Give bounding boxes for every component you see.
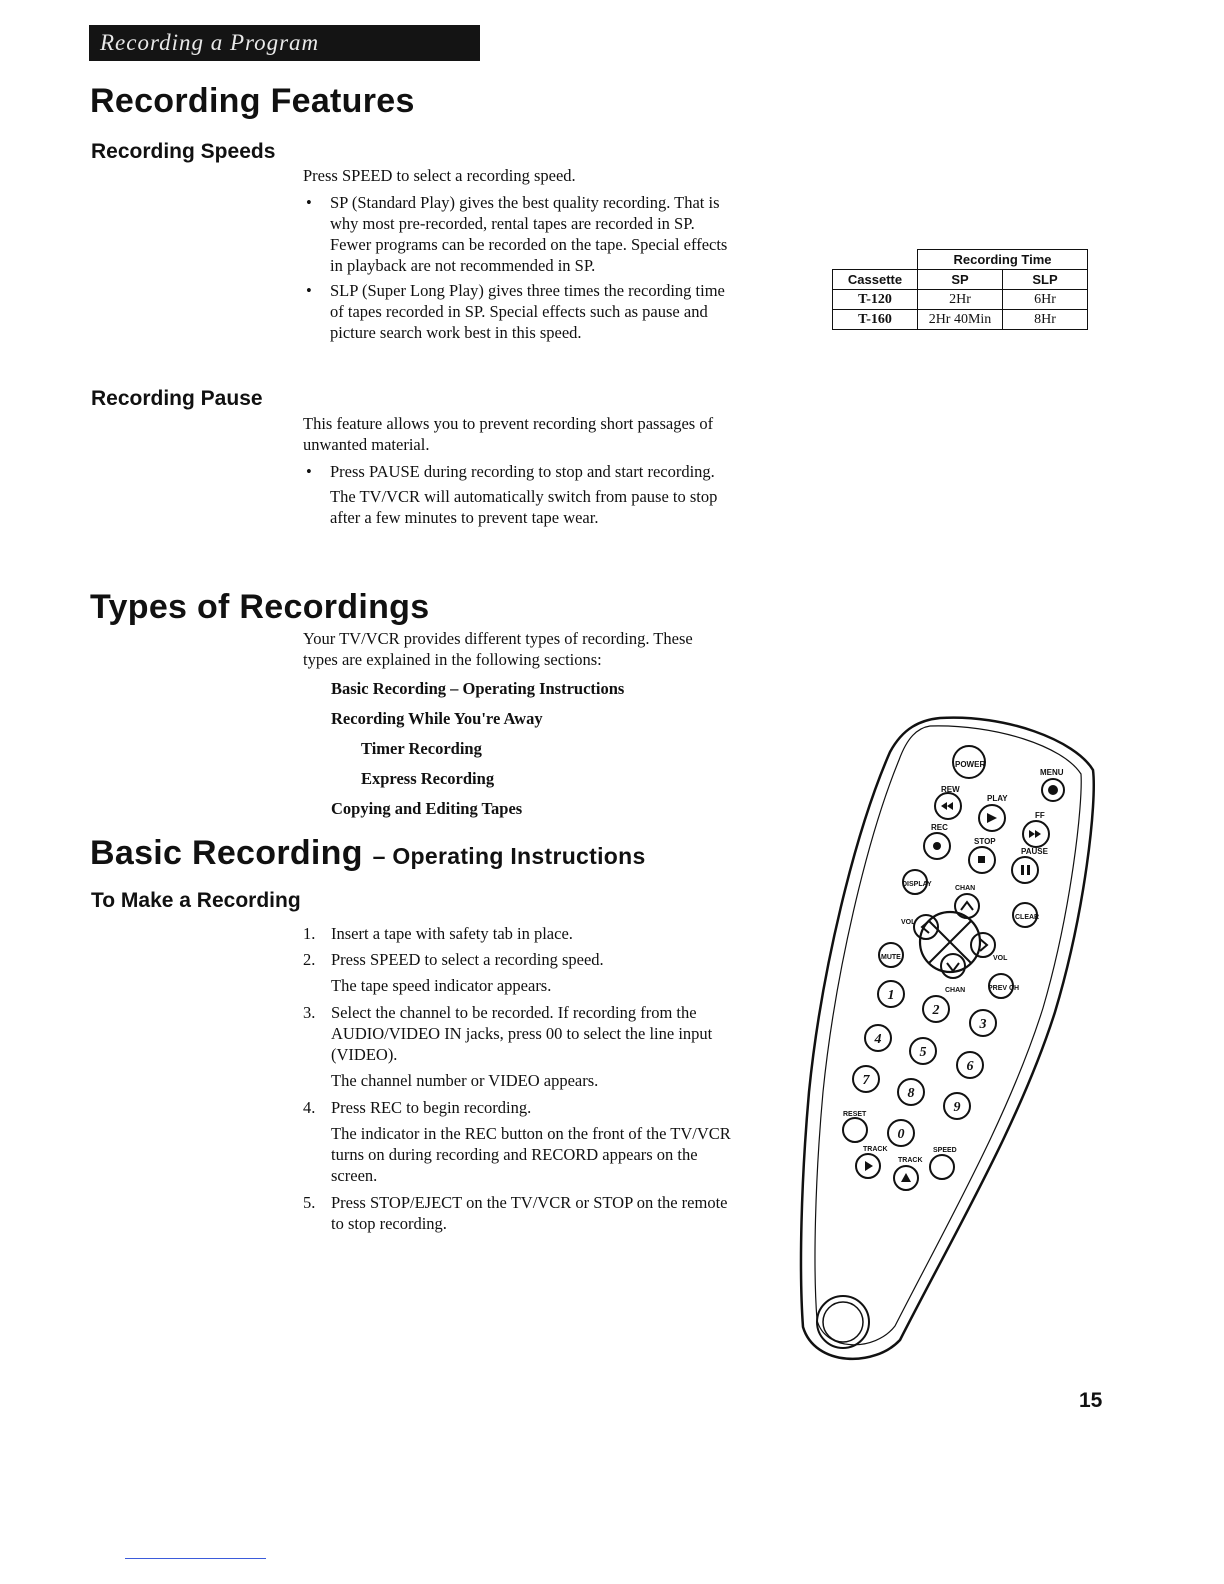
label-chan-down: CHAN xyxy=(945,987,966,994)
recording-speeds-heading: Recording Speeds xyxy=(91,140,276,163)
digit-label: 8 xyxy=(907,1086,915,1101)
label-mute: MUTE xyxy=(881,954,901,961)
step-number: 2. xyxy=(303,950,316,969)
make-recording-steps xyxy=(303,923,731,1239)
step-text: Select the channel to be recorded. If recording from the AUDIO/VIDEO IN jacks, press 00 to select the line input (VIDEO). xyxy=(331,1003,713,1064)
step-text: Press STOP/EJECT on the TV/VCR or STOP on the remote to stop recording. xyxy=(331,1193,728,1233)
recording-speeds-intro: Press SPEED to select a recording speed. xyxy=(303,166,576,185)
toc-timer-recording: Timer Recording xyxy=(361,739,482,758)
table-header-slp: SLP xyxy=(1003,270,1088,290)
label-menu: MENU xyxy=(1040,768,1064,777)
recording-pause-body xyxy=(303,413,730,532)
toc-basic-recording: Basic Recording – Operating Instructions xyxy=(331,679,625,698)
table-header-sp: SP xyxy=(918,270,1003,290)
step-item xyxy=(303,923,731,944)
remote-body xyxy=(801,718,1094,1359)
table-empty-corner xyxy=(833,250,918,270)
step-number: 4. xyxy=(303,1098,316,1117)
label-rew: REW xyxy=(941,785,960,794)
digit-label: 7 xyxy=(862,1073,870,1088)
types-of-recordings-title: Types of Recordings xyxy=(90,588,430,626)
menu-dot-icon xyxy=(1049,786,1057,794)
recording-features-title: Recording Features xyxy=(90,82,415,120)
toc-express-recording: Express Recording xyxy=(361,769,495,788)
label-vol-left: VOL xyxy=(901,919,916,926)
table-cell: T-160 xyxy=(833,310,918,330)
label-reset: RESET xyxy=(843,1111,867,1118)
digit-label: 4 xyxy=(874,1032,882,1047)
recording-pause-intro: This feature allows you to prevent recording short passages of unwanted material. xyxy=(303,414,714,454)
table-group-header: Recording Time xyxy=(918,250,1088,270)
label-vol-right: VOL xyxy=(993,955,1008,962)
step-item xyxy=(303,1097,731,1118)
digit-label: 0 xyxy=(897,1127,905,1142)
table-group-header-row xyxy=(833,250,1088,270)
step-note: The tape speed indicator appears. xyxy=(331,976,552,995)
step-number: 1. xyxy=(303,924,316,943)
basic-recording-title-sub: – Operating Instructions xyxy=(372,843,646,869)
basic-recording-title-main: Basic Recording xyxy=(90,834,363,872)
digit-label: 9 xyxy=(953,1100,961,1115)
basic-recording-title xyxy=(90,834,646,873)
types-intro: Your TV/VCR provides different types of recording. These types are explained in the following sections: xyxy=(303,629,693,669)
digit-label: 2 xyxy=(932,1003,940,1018)
label-track-down: TRACK xyxy=(863,1146,888,1153)
label-play: PLAY xyxy=(987,794,1008,803)
label-power: POWER xyxy=(955,760,986,769)
label-rec: REC xyxy=(931,823,948,832)
pause-note: The TV/VCR will automatically switch from pause to stop after a few minutes to prevent tape wear. xyxy=(330,487,718,527)
step-text: Press REC to begin recording. xyxy=(331,1098,532,1117)
recording-speeds-body xyxy=(303,165,730,347)
step-text: Insert a tape with safety tab in place. xyxy=(331,924,573,943)
label-chan-up: CHAN xyxy=(955,885,976,892)
section-header-bar xyxy=(89,25,480,61)
page-number: 15 xyxy=(1079,1389,1103,1412)
section-header-label: Recording a Program xyxy=(100,30,320,55)
step-number: 5. xyxy=(303,1193,316,1212)
sp-speed-bullet: • SP (Standard Play) gives the best quality recording. That is why most pre-recorded, rental tapes are recorded in SP. Fewer programs can be recorded on the tape. Special effects in playback are not recommended in SP. xyxy=(303,192,730,276)
recording-time-table xyxy=(832,249,1088,330)
label-prev-ch: PREV CH xyxy=(988,985,1020,992)
table-cell: 6Hr xyxy=(1003,290,1088,310)
make-recording-heading: To Make a Recording xyxy=(91,889,301,912)
digit-label: 1 xyxy=(887,988,895,1003)
table-header-row xyxy=(833,270,1088,290)
types-intro-body xyxy=(303,628,713,676)
step-text: Press SPEED to select a recording speed. xyxy=(331,950,604,969)
table-header-cassette: Cassette xyxy=(833,270,918,290)
slp-speed-bullet: • SLP (Super Long Play) gives three times the recording time of tapes recorded in SP. Special effects such as pause and picture search work best in this speed. xyxy=(303,280,730,343)
label-clear: CLEAR xyxy=(1015,914,1040,921)
digit-label: 5 xyxy=(919,1045,927,1060)
step-note: The channel number or VIDEO appears. xyxy=(331,1071,599,1090)
remote-control-illustration xyxy=(795,712,1105,1372)
step-note: The indicator in the REC button on the front of the TV/VCR turns on during recording and RECORD appears on the screen. xyxy=(331,1124,731,1185)
footer-link-underline xyxy=(125,1558,266,1559)
table-cell: T-120 xyxy=(833,290,918,310)
label-pause: PAUSE xyxy=(1021,847,1048,856)
table-cell: 2Hr 40Min xyxy=(918,310,1003,330)
step-item xyxy=(303,1192,731,1234)
table-row xyxy=(833,290,1088,310)
digit-label: 3 xyxy=(979,1017,987,1032)
table-cell: 8Hr xyxy=(1003,310,1088,330)
label-speed: SPEED xyxy=(933,1147,957,1154)
record-dot-icon xyxy=(933,842,941,850)
label-stop: STOP xyxy=(974,837,996,846)
table-cell: 2Hr xyxy=(918,290,1003,310)
step-item xyxy=(303,1002,731,1065)
pause-bullet: • Press PAUSE during recording to stop and start recording. xyxy=(303,461,730,482)
table-row xyxy=(833,310,1088,330)
digit-label: 6 xyxy=(966,1059,974,1074)
recording-pause-heading: Recording Pause xyxy=(91,387,263,410)
toc-copying-editing: Copying and Editing Tapes xyxy=(331,799,523,818)
label-track-up: TRACK xyxy=(898,1157,923,1164)
label-ff: FF xyxy=(1035,811,1045,820)
toc-recording-away: Recording While You're Away xyxy=(331,709,543,728)
stop-square-icon xyxy=(978,856,985,863)
label-display: DISPLAY xyxy=(902,881,932,888)
step-item xyxy=(303,949,731,970)
step-number: 3. xyxy=(303,1003,316,1022)
